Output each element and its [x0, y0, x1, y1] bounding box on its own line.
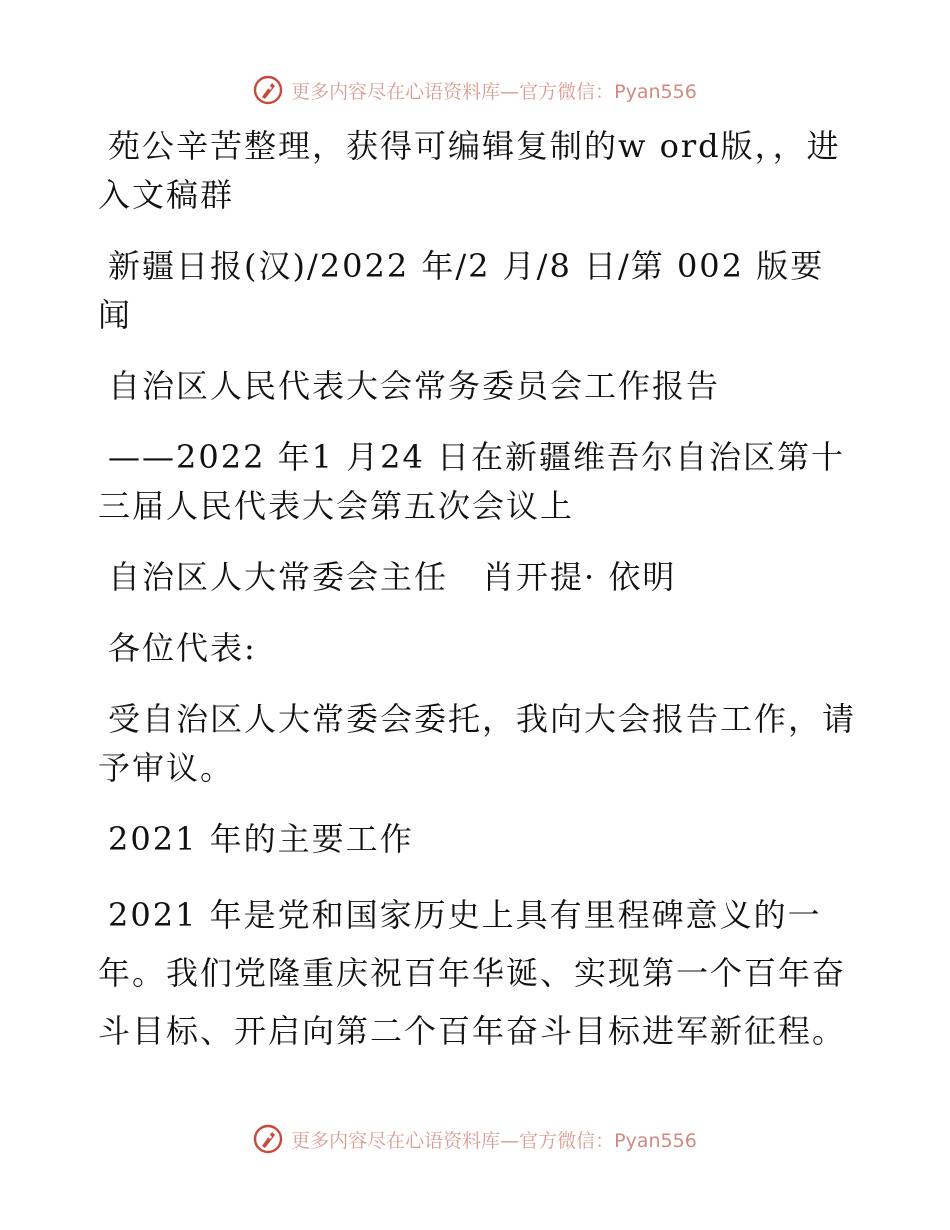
source-line: 新疆日报(汉)/2022 年/2 月/8 日/第 002 版要闻	[98, 247, 825, 334]
body-paragraph: 2021 年是党和国家历史上具有里程碑意义的一年。我们党隆重庆祝百年华诞、实现第一个百年奋斗目标、开启向第二个百年奋斗目标进军新征程。	[98, 896, 847, 1050]
watermark-handle: Pyan556	[614, 1129, 697, 1152]
watermark-text: 更多内容尽在心语资料库—官方微信：Pyan556	[291, 80, 697, 103]
watermark-handle: Pyan556	[614, 80, 697, 103]
pen-nib-logo-icon	[253, 1124, 283, 1154]
footer-watermark	[0, 1119, 950, 1159]
author-line: 自治区人大常委会主任 肖开提· 依明	[108, 558, 677, 596]
pen-nib-logo-icon	[253, 75, 283, 105]
salutation: 各位代表:	[108, 629, 257, 667]
section-heading: 2021 年的主要工作	[108, 820, 414, 858]
intro-note: 苑公辛苦整理，获得可编辑复制的w ord版，，进入文稿群	[98, 127, 841, 214]
watermark-text: 更多内容尽在心语资料库—官方微信：Pyan556	[291, 1129, 697, 1152]
document-body	[98, 122, 858, 1060]
header-watermark	[0, 70, 950, 110]
report-title: 自治区人民代表大会常务委员会工作报告	[108, 367, 721, 405]
report-subtitle: ——2022 年1 月24 日在新疆维吾尔自治区第十三届人民代表大会第五次会议上	[98, 438, 846, 525]
opening-paragraph: 受自治区人大常委会委托，我向大会报告工作，请予审议。	[98, 700, 857, 787]
